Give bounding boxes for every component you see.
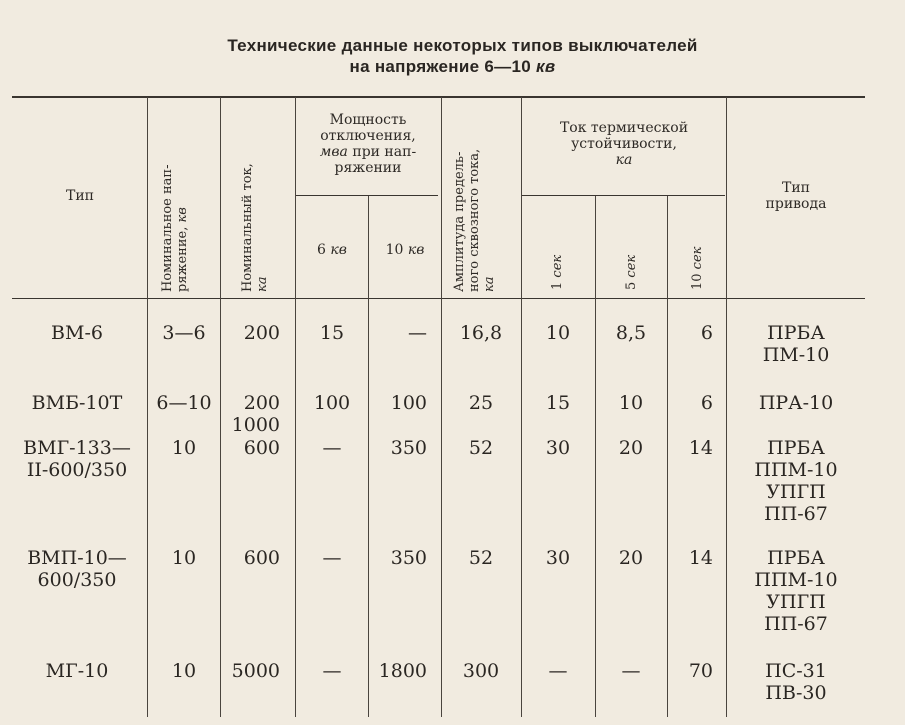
cell-t1: 30: [545, 547, 571, 569]
cell-p10: 350: [390, 547, 427, 569]
col-divider-2: [220, 97, 221, 717]
cell-t10: 14: [688, 547, 713, 569]
cell-p10: 100: [390, 392, 427, 414]
table-title-line2: [0, 57, 905, 77]
cell-current: 600: [243, 437, 280, 459]
cell-t10: 6: [700, 322, 713, 344]
header-power-line2: отключения,: [320, 128, 416, 144]
header-thermal-5s: 5 сек: [624, 254, 639, 290]
header-power-6kv: 6 кв: [317, 242, 347, 258]
col-divider-1: [147, 97, 148, 717]
cell-type: II-600/350: [26, 459, 128, 481]
cell-amp: 52: [468, 437, 494, 459]
cell-t1: 10: [545, 322, 571, 344]
cell-amp: 25: [468, 392, 494, 414]
header-power-line1: Мощность: [329, 112, 407, 128]
header-peak-current-line2: ного сквозного тока,: [467, 148, 482, 292]
cell-amp: 16,8: [459, 322, 503, 344]
header-nominal-current-unit: ка: [255, 276, 270, 292]
cell-drive: ППМ-10: [754, 459, 838, 481]
header-peak-current-line1: Амплитуда предель-: [452, 151, 467, 292]
cell-p6: —: [322, 547, 342, 569]
cell-t10: 14: [688, 437, 713, 459]
cell-voltage: 6—10: [156, 392, 212, 414]
header-nominal-voltage-unit: кв: [175, 207, 190, 223]
cell-drive: ПРА-10: [758, 392, 834, 414]
header-bottom-rule: [12, 298, 865, 299]
header-nominal-current: [240, 163, 270, 292]
cell-t5: 20: [618, 547, 644, 569]
cell-current: 200: [243, 392, 280, 414]
cell-type: ВМ-6: [51, 322, 103, 344]
cell-type: ВМБ-10Т: [31, 392, 123, 414]
header-thermal-unit: ка: [615, 152, 633, 168]
power-subheader-rule: [296, 195, 438, 196]
cell-drive: ПМ-10: [762, 344, 830, 366]
cell-t1: 30: [545, 437, 571, 459]
header-power-10kv: 10 кв: [385, 242, 425, 258]
cell-drive: УПГП: [766, 481, 826, 503]
cell-drive: ПРБА: [767, 547, 825, 569]
cell-type: 600/350: [37, 569, 117, 591]
cell-p6: 15: [319, 322, 345, 344]
cell-t1: —: [548, 660, 568, 682]
cell-voltage: 10: [171, 437, 197, 459]
header-nominal-voltage-line1: Номинальное нап-: [160, 164, 175, 292]
header-power-unit: мва: [319, 144, 348, 160]
header-thermal-10s: 10 сек: [690, 246, 705, 290]
cell-p6: 100: [313, 392, 351, 414]
header-thermal-line1: Ток термической: [559, 120, 689, 136]
cell-amp: 300: [462, 660, 500, 682]
cell-amp: 52: [468, 547, 494, 569]
thermal-subheader-rule: [522, 195, 725, 196]
cell-drive: ПВ-30: [765, 682, 827, 704]
cell-drive: ПРБА: [767, 437, 825, 459]
header-breaking-power: [298, 112, 438, 176]
cell-drive: УПГП: [766, 591, 826, 613]
header-drive-line2: привода: [765, 196, 827, 212]
header-drive-line1: Тип: [782, 180, 810, 196]
cell-type: ВМП-10—: [27, 547, 127, 569]
cell-type: МГ-10: [45, 660, 109, 682]
cell-t10: 6: [700, 392, 713, 414]
cell-p6: —: [322, 660, 342, 682]
cell-voltage: 10: [171, 660, 197, 682]
header-peak-current: [452, 149, 497, 292]
cell-drive: ПП-67: [764, 503, 828, 525]
cell-drive: ПС-31: [765, 660, 827, 682]
cell-t10: 70: [688, 660, 713, 682]
cell-type: ВМГ-133—: [23, 437, 131, 459]
header-power-line4: ряжении: [334, 160, 402, 176]
header-thermal-1s: 1 сек: [550, 254, 565, 290]
cell-drive: ПП-67: [764, 613, 828, 635]
header-type: Тип: [66, 188, 94, 204]
cell-t5: 20: [618, 437, 644, 459]
cell-current: 600: [243, 547, 280, 569]
title-voltage-unit: кв: [536, 57, 556, 76]
table-top-rule: [12, 96, 865, 98]
cell-t5: 10: [618, 392, 644, 414]
header-drive-type: [727, 180, 865, 212]
cell-voltage: 3—6: [162, 322, 206, 344]
title-voltage-range: на напряжение 6—10: [349, 57, 531, 76]
cell-p10: 1800: [378, 660, 427, 682]
cell-current: 5000: [231, 660, 280, 682]
cell-voltage: 10: [171, 547, 197, 569]
cell-t5: —: [621, 660, 641, 682]
table-title-line1: Технические данные некоторых типов выключателей: [227, 36, 698, 55]
cell-current: 200: [243, 322, 280, 344]
header-thermal-line2: устойчивости,: [571, 136, 677, 152]
header-peak-current-unit: ка: [482, 276, 497, 292]
header-thermal-current: [522, 120, 726, 168]
header-nominal-voltage: [160, 165, 190, 292]
cell-p6: —: [322, 437, 342, 459]
cell-t5: 8,5: [615, 322, 647, 344]
cell-p10: —: [408, 322, 427, 344]
header-nominal-voltage-line2: ряжение, кв: [175, 207, 190, 292]
cell-drive: ПРБА: [767, 322, 825, 344]
cell-p10: 350: [390, 437, 427, 459]
cell-current: 1000: [231, 414, 280, 436]
header-power-line3: мва при нап-: [319, 144, 417, 160]
header-nominal-current-line1: Номинальный ток,: [240, 163, 255, 292]
cell-drive: ППМ-10: [754, 569, 838, 591]
cell-t1: 15: [545, 392, 571, 414]
